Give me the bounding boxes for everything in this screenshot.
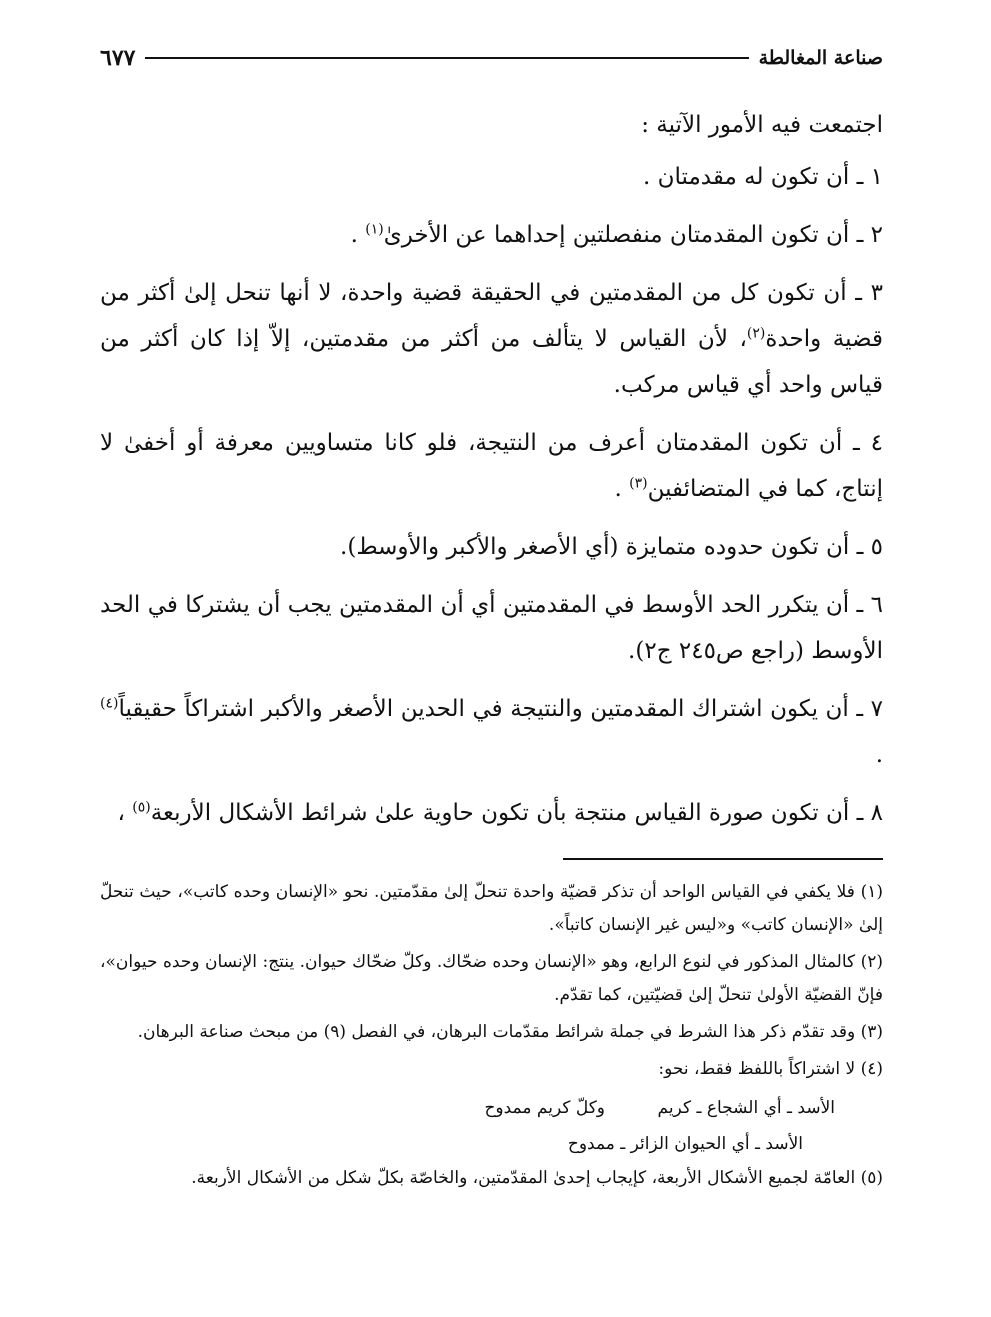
condition-text: ٤ ـ أن تكون المقدمتان أعرف من النتيجة، فلو كانا متساويين معرفة أو أخفىٰ لا إنتاج، كما في المتضائفين bbox=[100, 430, 883, 502]
condition-tail: . bbox=[350, 222, 366, 248]
page-number: ٦٧٧ bbox=[100, 45, 136, 71]
footnotes bbox=[100, 876, 883, 1195]
header-rule bbox=[145, 57, 748, 59]
main-text bbox=[100, 102, 883, 836]
example-line-2-text: الأسد ـ أي الحيوان الزائر ـ ممدوح bbox=[567, 1134, 803, 1154]
condition-7 bbox=[100, 686, 883, 778]
footnote-ref-4[interactable]: (٤) bbox=[100, 695, 119, 712]
condition-1 bbox=[100, 154, 883, 200]
footnote-separator bbox=[563, 858, 883, 860]
condition-text: ٣ ـ أن تكون كل من المقدمتين في الحقيقة قضية واحدة، لا أنها تنحل إلىٰ أكثر من قضية واحدة bbox=[100, 280, 883, 352]
footnote-ref-1[interactable]: (١) bbox=[365, 221, 384, 238]
condition-text: ٨ ـ أن تكون صورة القياس منتجة بأن تكون حاوية علىٰ شرائط الأشكال الأربعة bbox=[150, 800, 883, 826]
condition-8 bbox=[100, 790, 883, 836]
header-title: صناعة المغالطة bbox=[758, 47, 883, 69]
intro-paragraph: اجتمعت فيه الأمور الآتية : bbox=[641, 112, 883, 138]
footnote-5: (٥) العامّة لجميع الأشكال الأربعة، كإيجاب إحدىٰ المقدّمتين، والخاصّة بكلّ شكل من الأشكال الأربعة. bbox=[191, 1168, 883, 1188]
condition-tail: ، bbox=[117, 800, 133, 826]
condition-4 bbox=[100, 420, 883, 512]
footnote-ref-3[interactable]: (٣) bbox=[629, 475, 648, 492]
condition-text: ٧ ـ أن يكون اشتراك المقدمتين والنتيجة في الحدين الأصغر والأكبر اشتراكاً حقيقياً bbox=[118, 696, 883, 722]
condition-tail: . bbox=[614, 476, 630, 502]
footnote-1: (١) فلا يكفي في القياس الواحد أن تذكر قضيّة واحدة تنحلّ إلىٰ مقدّمتين. نحو «الإنسان وحده كاتب»، حيث تنحلّ إلىٰ «الإنسان كاتب» و«ليس غير الإنسان كاتباً». bbox=[100, 882, 883, 935]
condition-tail: ، لأن القياس لا يتألف من أكثر من مقدمتين، إلاّ إذا كان أكثر من قياس واحد أي قياس مركب. bbox=[100, 326, 883, 398]
example-line-1-right: الأسد ـ أي الشجاع ـ كريم bbox=[657, 1098, 835, 1118]
example-line-1-left: وكلّ كريم ممدوح bbox=[484, 1098, 605, 1118]
condition-2 bbox=[100, 212, 883, 258]
footnote-2: (٢) كالمثال المذكور في لنوع الرابع، وهو «الإنسان وحده ضحّاك. وكلّ ضحّاك حيوان. ينتج: الإنسان وحده حيوان»، فإنّ القضيّة الأولىٰ تنحلّ إلىٰ قضيّتين، كما تقدّم. bbox=[100, 952, 883, 1005]
footnote-4-example bbox=[100, 1090, 883, 1162]
footnote-ref-2[interactable]: (٢) bbox=[746, 325, 766, 342]
condition-3 bbox=[100, 270, 883, 408]
condition-tail: . bbox=[875, 742, 883, 768]
condition-5 bbox=[100, 524, 883, 570]
footnote-4: (٤) لا اشتراكاً باللفظ فقط، نحو: bbox=[658, 1059, 883, 1079]
footnote-ref-5[interactable]: (٥) bbox=[132, 799, 151, 816]
condition-6 bbox=[100, 582, 883, 674]
condition-text: ٢ ـ أن تكون المقدمتان منفصلتين إحداهما عن الأخرىٰ bbox=[383, 222, 883, 248]
running-header bbox=[100, 38, 883, 78]
example-line-1 bbox=[100, 1090, 883, 1126]
footnote-3: (٣) وقد تقدّم ذكر هذا الشرط في جملة شرائط مقدّمات البرهان، في الفصل (٩) من مبحث صناعة البرهان. bbox=[137, 1022, 883, 1042]
example-line-2 bbox=[100, 1126, 883, 1162]
condition-text: ١ ـ أن تكون له مقدمتان . bbox=[643, 164, 883, 190]
condition-text: ٥ ـ أن تكون حدوده متمايزة (أي الأصغر والأكبر والأوسط). bbox=[340, 534, 883, 560]
condition-text: ٦ ـ أن يتكرر الحد الأوسط في المقدمتين أي أن المقدمتين يجب أن يشتركا في الحد الأوسط (راجع ص٢٤٥ ج٢). bbox=[100, 592, 883, 664]
